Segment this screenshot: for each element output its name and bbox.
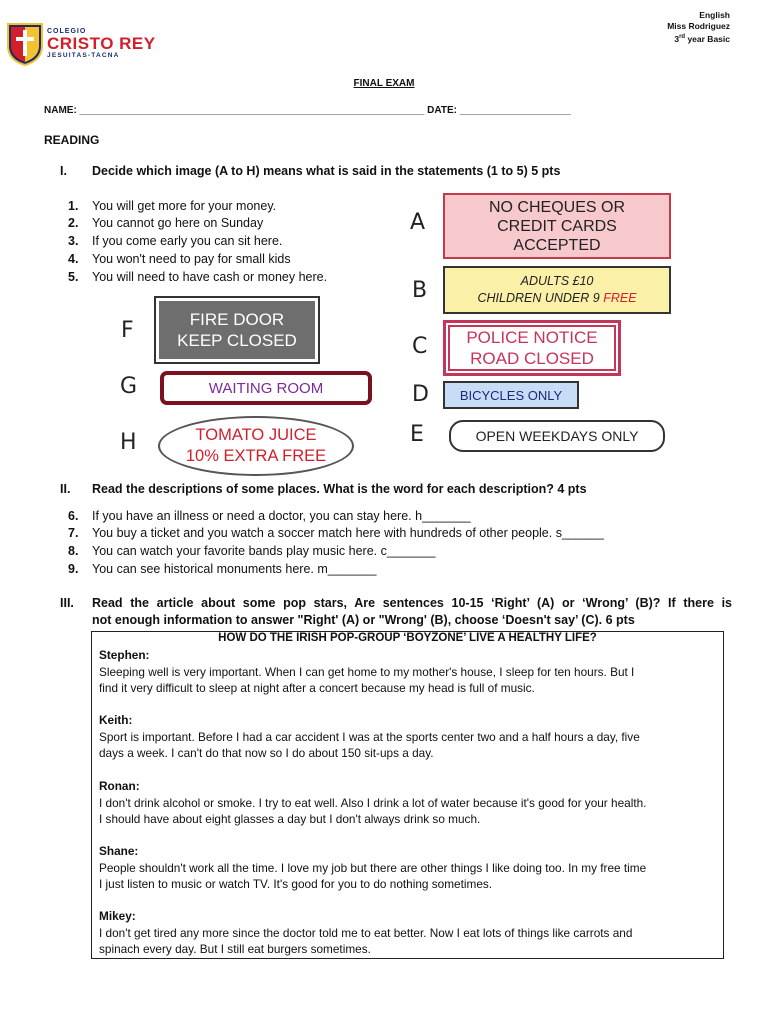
sign-letter-f: F xyxy=(121,318,134,343)
sign-a: NO CHEQUES OR CREDIT CARDS ACCEPTED xyxy=(443,193,671,259)
sign-letter-d: D xyxy=(412,382,429,407)
section-heading: READING xyxy=(44,133,100,147)
logo-subtitle: JESUITAS-TACNA xyxy=(47,52,120,59)
article-paragraph: Mikey: I don't get tired any more since the doctor told me to eat better. Now I eat lots of things like carrots and spinach every day. But I still eat burgers sometimes. xyxy=(99,909,633,956)
sign-letter-h: H xyxy=(120,430,137,455)
school-crest-icon xyxy=(6,22,44,66)
list-item: 5. You will need to have cash or money here. xyxy=(68,270,328,284)
part2-instruction: Read the descriptions of some places. What is the word for each description? 4 pts xyxy=(92,482,587,496)
sign-d: BICYCLES ONLY xyxy=(443,381,579,409)
article-paragraph: Stephen: Sleeping well is very important. When I can get home to my mother's house, I sleep for ten hours. But I find it very difficult to sleep at night after a concert because my head is full of music. xyxy=(99,648,635,695)
article-paragraph: Shane: People shouldn't work all the time. I love my job but there are other things I like doing too. In my free time I just listen to music or watch TV. It's good for you to do nothing sometimes. xyxy=(99,844,647,891)
list-item: 6. If you have an illness or need a doctor, you can stay here. h_______ xyxy=(68,509,471,523)
logo-name: CRISTO REY xyxy=(47,34,156,53)
part3-instruction-line2: not enough information to answer "Right' (A) or "Wrong' (B), choose ‘Doesn't say’ (C). 6 pts xyxy=(92,613,635,627)
part3-numeral: III. xyxy=(60,596,74,610)
part1-numeral: I. xyxy=(60,164,67,178)
sign-letter-b: B xyxy=(412,278,428,303)
sign-f: FIRE DOOR KEEP CLOSED xyxy=(156,298,318,362)
article-paragraph: Ronan: I don't drink alcohol or smoke. I try to eat well. Also I drink a lot of water because it's good for your health. I should have about eight glasses a day but I don't always drink so much. xyxy=(99,779,647,826)
sign-letter-g: G xyxy=(120,374,138,399)
subject: English xyxy=(699,10,730,20)
name-date-line[interactable]: NAME: ______________________________________________________________ DATE: ____________________ xyxy=(44,105,571,116)
article-title: HOW DO THE IRISH POP-GROUP ‘BOYZONE’ LIVE A HEALTHY LIFE? xyxy=(218,632,597,644)
sign-e: OPEN WEEKDAYS ONLY xyxy=(449,420,665,452)
list-item: 4. You won't need to pay for small kids xyxy=(68,252,291,266)
exam-title: FINAL EXAM xyxy=(353,78,415,89)
list-item: 3. If you come early you can sit here. xyxy=(68,234,283,248)
list-item: 8. You can watch your favorite bands play music here. c_______ xyxy=(68,544,436,558)
sign-b: ADULTS £10 CHILDREN UNDER 9 FREE xyxy=(443,266,671,314)
sign-g: WAITING ROOM xyxy=(160,371,372,405)
list-item: 1. You will get more for your money. xyxy=(68,199,277,213)
list-item: 9. You can see historical monuments here. m_______ xyxy=(68,562,377,576)
article-box xyxy=(91,631,724,959)
list-item: 7. You buy a ticket and you watch a soccer match here with hundreds of other people. s______ xyxy=(68,526,604,540)
sign-letter-c: C xyxy=(412,334,428,359)
sign-letter-a: A xyxy=(410,210,426,235)
list-item: 2. You cannot go here on Sunday xyxy=(68,216,264,230)
level: 3rd year Basic xyxy=(674,33,730,44)
school-logo xyxy=(47,28,156,59)
sign-h: TOMATO JUICE 10% EXTRA FREE xyxy=(158,416,354,476)
article-paragraph: Keith: Sport is important. Before I had a car accident I was at the sports center two and a half hours a day, five days a week. I can't do that now so I do about 150 sit-ups a day. xyxy=(99,713,640,760)
sign-c: POLICE NOTICE ROAD CLOSED xyxy=(443,320,621,376)
part1-instruction: Decide which image (A to H) means what is said in the statements (1 to 5) 5 pts xyxy=(92,164,561,178)
sign-letter-e: E xyxy=(410,422,424,447)
course-info xyxy=(667,10,730,45)
teacher: Miss Rodriguez xyxy=(667,21,730,31)
part3-instruction-line1: Read the article about some pop stars, Are sentences 10-15 ‘Right’ (A) or ‘Wrong’ (B)? If there is xyxy=(92,596,732,610)
part2-numeral: II. xyxy=(60,482,71,496)
logo-top-text: COLEGIO xyxy=(47,28,87,35)
